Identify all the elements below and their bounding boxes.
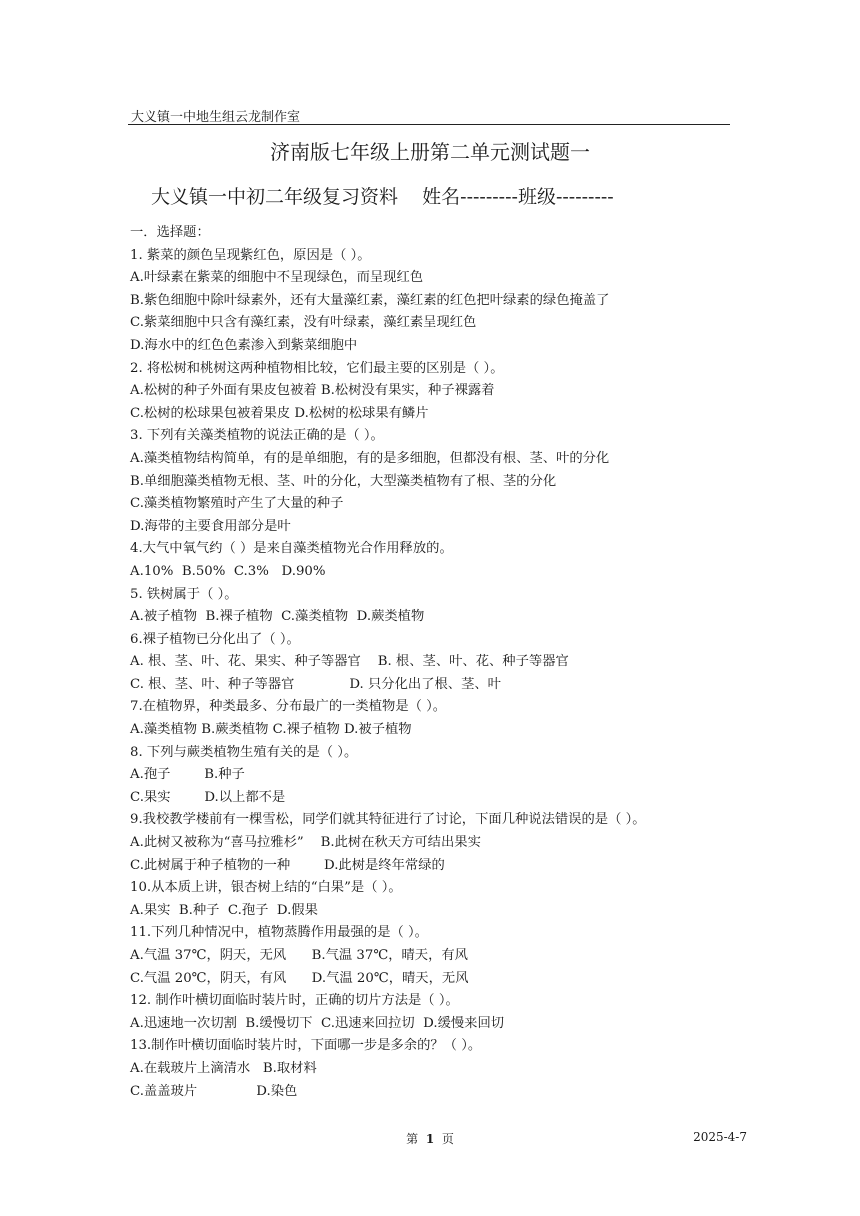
text-line: 5. 铁树属于（ ）。 xyxy=(130,586,238,602)
text-line: 3. 下列有关藻类植物的说法正确的是（ ）。 xyxy=(130,428,384,444)
text-line: A.在载玻片上滴清水 B.取材料 xyxy=(130,1060,317,1076)
document-subtitle: 大义镇一中初二年级复习资料 姓名---------班级--------- xyxy=(151,186,614,208)
text-line: 13.制作叶横切面临时装片时，下面哪一步是多余的？（ ）。 xyxy=(130,1038,482,1054)
text-line: 2. 将松树和桃树这两种植物相比较，它们最主要的区别是（ ）。 xyxy=(130,360,504,376)
text-line: 9.我校教学楼前有一棵雪松，同学们就其特征进行了讨论，下面几种说法错误的是（ ）。 xyxy=(130,812,646,828)
text-line: A.被子植物 B.裸子植物 C.藻类植物 D.蕨类植物 xyxy=(130,609,425,625)
text-line: 7.在植物界，种类最多、分布最广的一类植物是（ ）。 xyxy=(130,699,447,715)
document-title: 济南版七年级上册第二单元测试题一 xyxy=(270,140,590,164)
page-number: 1 xyxy=(425,1132,435,1146)
text-line: C.紫菜细胞中只含有藻红素，没有叶绿素，藻红素呈现红色 xyxy=(130,315,477,331)
text-line: A.迅速地一次切割 B.缓慢切下 C.迅速来回拉切 D.缓慢来回切 xyxy=(130,1015,505,1031)
text-line: C.藻类植物繁殖时产生了大量的种子 xyxy=(130,496,344,512)
text-line: C.此树属于种子植物的一种 D.此树是终年常绿的 xyxy=(130,857,445,873)
header-org: 大义镇一中地生组云龙制作室 xyxy=(131,110,301,125)
text-line: C.果实 D.以上都不是 xyxy=(130,789,286,805)
text-line: 6.裸子植物已分化出了（ ）。 xyxy=(130,631,300,647)
header-divider xyxy=(128,124,730,125)
text-line: C.盖盖玻片 D.染色 xyxy=(130,1083,298,1099)
text-line: D.海带的主要食用部分是叶 xyxy=(130,518,291,534)
text-line: 10.从本质上讲，银杏树上结的“白果”是（ ）。 xyxy=(130,880,402,896)
text-line: A.藻类植物 B.蕨类植物 C.裸子植物 D.被子植物 xyxy=(130,722,412,738)
text-line: C.气温 20℃，阴天，有风 D.气温 20℃，晴天，无风 xyxy=(130,970,469,986)
text-line: A.松树的种子外面有果皮包被着 B.松树没有果实，种子裸露着 xyxy=(130,383,495,399)
text-line: A.10% B.50% C.3% D.90% xyxy=(130,563,326,579)
text-line: 1. 紫菜的颜色呈现紫红色，原因是（ ）。 xyxy=(130,247,371,263)
text-line: C.松树的松球果包被着果皮 D.松树的松球果有鳞片 xyxy=(130,405,429,421)
text-line: A.气温 37℃，阴天，无风 B.气温 37℃，晴天，有风 xyxy=(130,948,468,963)
text-line: 11.下列几种情况中，植物蒸腾作用最强的是（ ）。 xyxy=(130,925,428,941)
page-prefix: 第 xyxy=(406,1132,419,1146)
question-list xyxy=(130,222,740,1103)
text-line: C. 根、茎、叶、种子等器官 D. 只分化出了根、茎、叶 xyxy=(130,676,501,692)
text-line: 4.大气中氧气约（ ）是来自藻类植物光合作用释放的。 xyxy=(130,541,453,557)
text-line: A.果实 B.种子 C.孢子 D.假果 xyxy=(130,902,318,918)
page-suffix: 页 xyxy=(441,1132,454,1146)
text-line: A.此树又被称为“喜马拉雅杉” B.此树在秋天方可结出果实 xyxy=(130,835,481,851)
text-line: 8. 下列与蕨类植物生殖有关的是（ ）。 xyxy=(130,744,358,760)
text-line: A.叶绿素在紫菜的细胞中不呈现绿色，而呈现红色 xyxy=(130,270,424,286)
text-line: B.紫色细胞中除叶绿素外，还有大量藻红素，藻红素的红色把叶绿素的绿色掩盖了 xyxy=(130,292,610,308)
text-line: 12. 制作叶横切面临时装片时，正确的切片方法是（ ）。 xyxy=(130,993,459,1009)
text-line: A.孢子 B.种子 xyxy=(130,767,245,783)
text-line: B.单细胞藻类植物无根、茎、叶的分化，大型藻类植物有了根、茎的分化 xyxy=(130,473,557,489)
text-line: D.海水中的红色色素渗入到紫菜细胞中 xyxy=(130,337,358,353)
text-line: A.藻类植物结构简单，有的是单细胞，有的是多细胞，但都没有根、茎、叶的分化 xyxy=(130,450,610,466)
text-line: 一．选择题： xyxy=(130,225,210,240)
text-line: A. 根、茎、叶、花、果实、种子等器官 B. 根、茎、叶、花、种子等器官 xyxy=(130,654,569,670)
footer-date: 2025-4-7 xyxy=(693,1130,747,1144)
